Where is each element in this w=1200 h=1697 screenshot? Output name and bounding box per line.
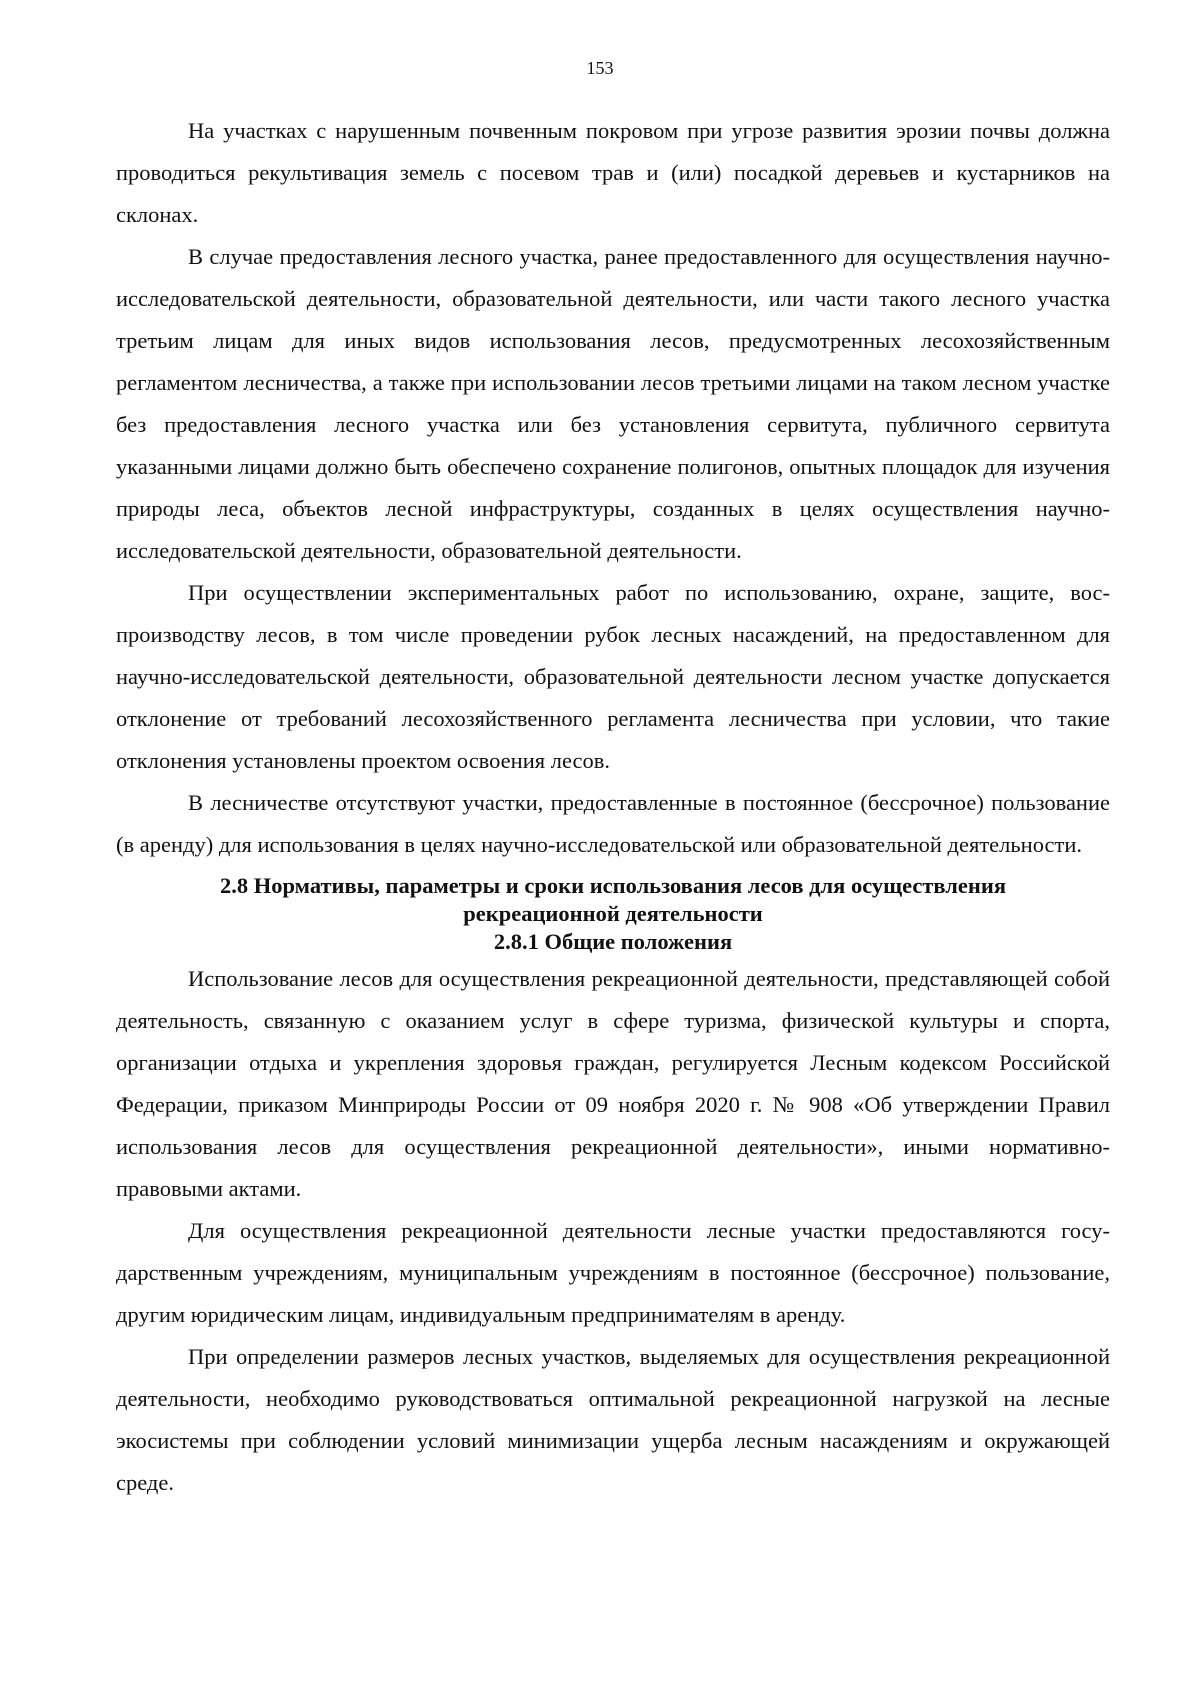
page-number: 153	[586, 58, 614, 78]
section-heading-block	[116, 872, 1110, 956]
paragraph-soil-recultivation: На участках с нарушенным почвенным покровом при угрозе развития эрозии почвы должна проводиться рекультивация земель с посевом трав и (или) посадкой деревьев и кустарников на склонах.	[116, 118, 1110, 227]
subsection-heading: 2.8.1 Общие положения	[493, 929, 733, 954]
paragraph-plot-size: При определении размеров лесных участков, выделяемых для осуществления рекреационной деятельности, необходимо руководствоваться оптимальной рекреационной нагрузкой на лесные экосистемы при соблюдении условий минимизации ущерба лесным насаждениям и окружающей среде.	[116, 1344, 1110, 1495]
paragraph-plot-provision: Для осуществления рекреационной деятельности лесные участки предоставляются государственным учреждениям, муниципальным учреждениям в постоянное (бессрочное) пользование, другим юридическим лицам, индивидуальным предпринимателям в аренду.	[116, 1218, 1110, 1327]
section-heading-line-2: рекреационной деятельности	[463, 901, 763, 926]
document-body	[116, 110, 1110, 1504]
paragraph-third-party-use: В случае предоставления лесного участка, ранее предоставленного для осуществления научно-исследовательской деятельности, образовательной деятельности, или части такого лесного участка третьим лицам для иных видов использования лесов, предусмотренных лесохозяйственным регламентом лесничества, а также при использовании лесов третьими лицами на таком лесном участке без предоставления лесного участка или без установления сервитута, публичного сервитута указанными лицами должно быть обеспечено сохранение полигонов, опытных площадок для изучения природы леса, объектов лесной инфраструктуры, созданных в целях осуществления научно-исследовательской деятельности, образовательной деятельности.	[116, 244, 1110, 563]
section-heading-line-1: 2.8 Нормативы, параметры и сроки использования лесов для осуществления	[219, 873, 1007, 898]
paragraph-recreational-regulation: Использование лесов для осуществления рекреационной деятельности, представляющей собой деятельность, связанную с оказанием услуг в сфере туризма, физической культуры и спорта, организации отдыха и укрепления здоровья граждан, регулируется Лесным кодексом Российской Федерации, приказом Минприроды России от 09 ноября 2020 г. № 908 «Об утверждении Правил использования лесов для осуществления рекреационной деятельности», иными нормативно-правовыми актами.	[116, 966, 1110, 1201]
paragraph-experimental-works: При осуществлении экспериментальных работ по использованию, охране, защите, воспроизводству лесов, в том числе проведении рубок лесных насаждений, на предоставленном для научно-исследовательской деятельности, образовательной деятельности лесном участке допускается отклонение от требований лесохозяйственного регламента лесничества при условии, что такие отклонения установлены проектом освоения лесов.	[116, 580, 1110, 773]
paragraph-no-research-plots: В лесничестве отсутствуют участки, предоставленные в постоянное (бессрочное) пользование (в аренду) для использования в целях научно-исследовательской или образовательной деятельности.	[116, 790, 1110, 857]
